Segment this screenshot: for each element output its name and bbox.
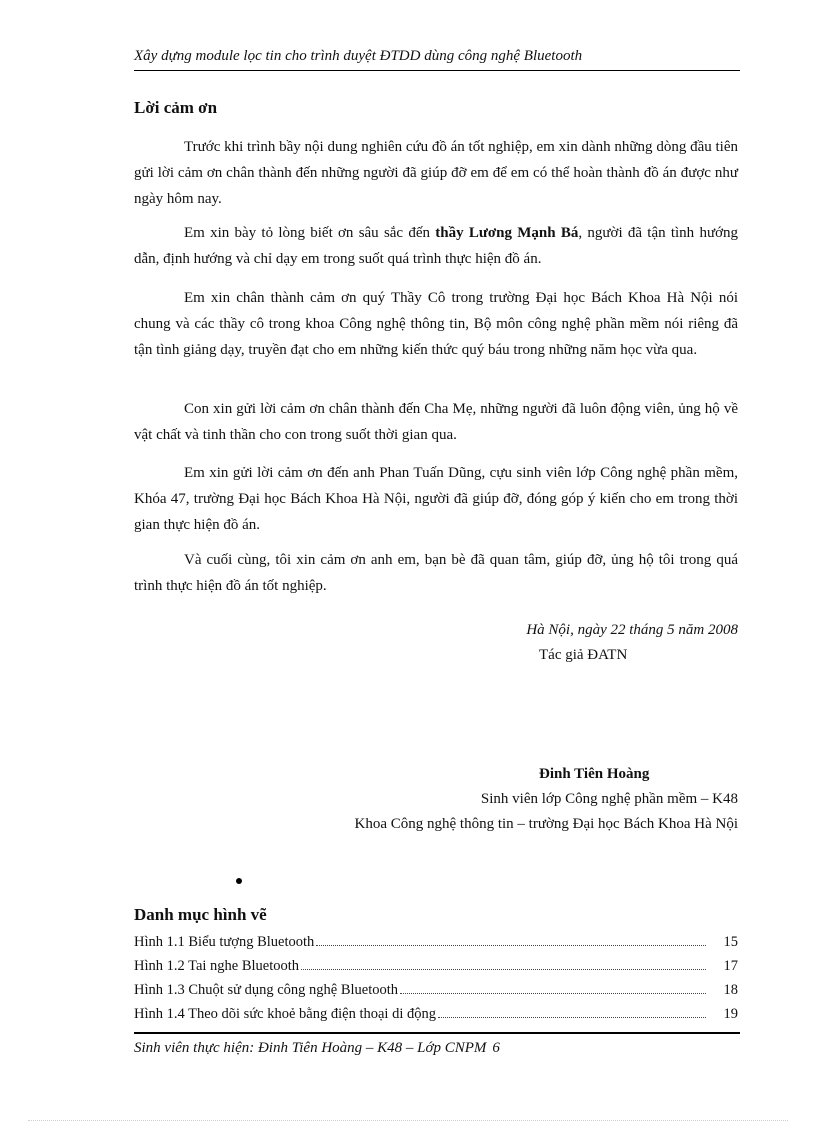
running-footer <box>134 1032 740 1057</box>
acknowledgement-paragraph-3: Em xin chân thành cảm ơn quý Thầy Cô trong trường Đại học Bách Khoa Hà Nội nói chung và các thầy cô trong khoa Công nghệ thông tin, Bộ môn công nghệ phần mềm nói riêng đã tận tình giảng dạy, truyền đạt cho em những kiến thức quý báu trong những năm học vừa qua. <box>134 290 738 358</box>
figure-entry-label: Hình 1.3 Chuột sử dụng công nghệ Bluetooth <box>134 982 399 998</box>
acknowledgement-paragraph-2 <box>134 220 738 272</box>
running-header: Xây dựng module lọc tin cho trình duyệt ĐTDD dùng công nghệ Bluetooth <box>134 48 740 71</box>
figure-entry-label: Hình 1.1 Biểu tượng Bluetooth <box>134 934 315 950</box>
author-faculty: Khoa Công nghệ thông tin – trường Đại học Bách Khoa Hà Nội <box>354 816 738 832</box>
leader-dots <box>438 1017 706 1018</box>
leader-dots <box>400 993 706 994</box>
leader-dots <box>301 969 706 970</box>
figure-entry[interactable] <box>134 934 738 958</box>
figure-entry[interactable] <box>134 982 738 1006</box>
signature-role: Tác giả ĐATN <box>539 647 628 663</box>
figure-entry[interactable] <box>134 958 738 982</box>
figures-title: Danh mục hình vẽ <box>134 905 267 924</box>
advisor-name: thầy Lương Mạnh Bá <box>435 225 579 241</box>
figure-entry[interactable] <box>134 1006 738 1030</box>
figure-list <box>134 934 738 1030</box>
figure-entry-page: 15 <box>723 934 738 950</box>
acknowledgement-title: Lời cảm ơn <box>134 98 218 117</box>
author-name: Đinh Tiên Hoàng <box>539 766 650 782</box>
signature-date: Hà Nội, ngày 22 tháng 5 năm 2008 <box>526 622 738 638</box>
footer-text: Sinh viên thực hiện: Đinh Tiên Hoàng – K48 – Lớp CNPM <box>134 1040 487 1056</box>
page-number: 6 <box>492 1040 500 1056</box>
paragraph-2-text-end: , người đã tận tình hướng dẫn, định hướng và chỉ dạy em trong suốt quá trình thực hiện đồ án. <box>134 225 739 267</box>
figure-entry-page: 18 <box>723 982 738 998</box>
author-class: Sinh viên lớp Công nghệ phần mềm – K48 <box>480 791 738 807</box>
bullet-dot <box>236 878 242 884</box>
figure-entry-label: Hình 1.2 Tai nghe Bluetooth <box>134 958 300 974</box>
page-edge <box>28 1120 788 1121</box>
leader-dots <box>316 945 706 946</box>
acknowledgement-paragraph-4: Con xin gửi lời cảm ơn chân thành đến Cha Mẹ, những người đã luôn động viên, ủng hộ về vật chất và tinh thần cho con trong suốt thời gian qua. <box>134 401 738 443</box>
acknowledgement-paragraph-6: Và cuối cùng, tôi xin cảm ơn anh em, bạn bè đã quan tâm, giúp đỡ, ủng hộ tôi trong quá trình thực hiện đồ án tốt nghiệp. <box>134 552 738 594</box>
paragraph-2-text-start: Em xin bày tỏ lòng biết ơn sâu sắc đến <box>184 225 436 241</box>
acknowledgement-paragraph-1: Trước khi trình bầy nội dung nghiên cứu đồ án tốt nghiệp, em xin dành những dòng đầu tiên gửi lời cảm ơn chân thành đến những người đã giúp đỡ em để em có thể hoàn thành đồ án được như ngày hôm nay. <box>134 139 738 207</box>
acknowledgement-paragraph-5: Em xin gửi lời cảm ơn đến anh Phan Tuấn Dũng, cựu sinh viên lớp Công nghệ phần mềm, Khóa 47, trường Đại học Bách Khoa Hà Nội, người đã giúp đỡ, đóng góp ý kiến cho em trong thời gian thực hiện đồ án. <box>134 465 738 533</box>
figure-entry-label: Hình 1.4 Theo dõi sức khoẻ bằng điện thoại di động <box>134 1006 436 1022</box>
figure-entry-page: 17 <box>723 958 738 974</box>
figure-entry-page: 19 <box>723 1006 738 1022</box>
